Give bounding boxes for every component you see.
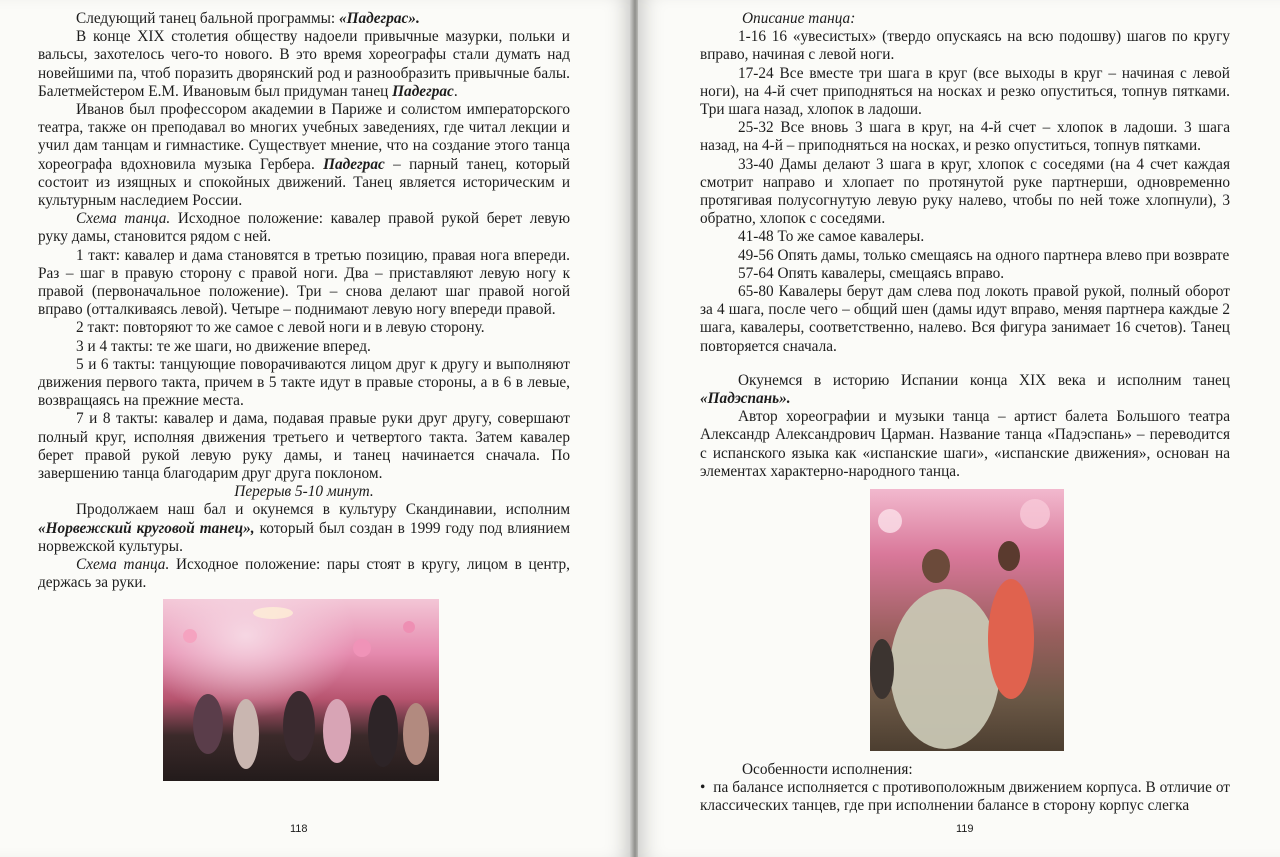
paragraph: 57-64 Опять кавалеры, смещаясь вправо. <box>738 264 1005 282</box>
left-page <box>0 0 632 857</box>
paragraph: 65-80 Кавалеры берут дам слева под локоть правой рукой, полный оборот за 4 шага, после чего – общий шен (дамы идут вправо, меняя партнера каждые 2 шага, кавалеры, соответственно, налево. Вся фигура занимает 16 счетов). Танец повторяется сначала. <box>700 283 1230 355</box>
paragraph: Продолжаем наш бал и окунемся в культуру Скандинавии, исполним «Норвежский круговой танец», который был создан в 1999 году под влиянием норвежской культуры. <box>38 501 571 555</box>
dancers-photo <box>870 489 1064 751</box>
right-page <box>638 0 1280 857</box>
bullet-icon: • <box>700 779 714 797</box>
paragraph: Следующий танец бальной программы: «Падеграс». <box>76 10 420 27</box>
page-number: 118 <box>290 823 308 835</box>
paragraph: Схема танца. Исходное положение: кавалер правой рукой берет левую руку дамы, становится рядом с ней. <box>38 210 571 246</box>
paragraph: 17-24 Все вместе три шага в круг (все выходы в круг – начиная с левой ноги), на 4-й счет приподняться на носках и резко опуститься, топнув пятками. Три шага назад, хлопок в ладоши. <box>700 64 1230 119</box>
paragraph: 1 такт: кавалер и дама становятся в третью позицию, правая нога впереди. Раз – шаг в правую сторону с правой ноги. Два – приставляют левую ногу к правой (первоначальное положение). Три – снова делают шаг правой ногой вправо (отталкиваясь левой). Четыре – поднимают левую ногу впереди правой. <box>38 246 570 319</box>
paragraph: 1-16 16 «увесистых» (твердо опускаясь на всю подошву) шагов по кругу вправо, начиная с левой ноги. <box>700 28 1230 64</box>
section-title: Описание танца: <box>742 10 856 27</box>
page-number: 119 <box>956 823 974 835</box>
features-heading: Особенности исполнения: <box>742 761 913 779</box>
paragraph: 2 такт: повторяют то же самое с левой ноги и в левую сторону. <box>76 319 485 337</box>
paragraph: Схема танца. Исходное положение: пары стоят в кругу, лицом в центр, держась за руки. <box>38 556 570 592</box>
paragraph: 7 и 8 такты: кавалер и дама, подавая правые руки друг другу, совершают полный круг, исполняя движения третьего и четвертого такта. Затем кавалер берет правой рукой левую руку дамы, и танец начинается сначала. По завершению танца благодарим друг друга поклоном. <box>38 410 570 483</box>
paragraph: 25-32 Все вновь 3 шага в круг, на 4-й счет – хлопок в ладоши. 3 шага назад, на 4-й – приподняться на носках, и резко опуститься, топнув пятками. <box>700 119 1230 155</box>
paragraph: 49-56 Опять дамы, только смещаясь на одного партнера влево при возврате <box>738 246 1230 264</box>
break-heading: Перерыв 5-10 минут. <box>234 483 374 501</box>
paragraph: 33-40 Дамы делают 3 шага в круг, хлопок с соседями (на 4 счет каждая смотрит направо и хлопает по протянутой руке партнерши, одновременно протягивая полусогнутую левую руку налево, чтобы по ней тоже хлопнули), 3 обратно, хлопок с соседями. <box>700 155 1230 228</box>
ballroom-photo <box>163 599 439 781</box>
paragraph: В конце XIX столетия обществу надоели привычные мазурки, польки и вальсы, захотелось чего-то нового. В это время хореографы стали думать над новейшими па, чтоб поразить дворянский род и разнообразить привычные балы. Балетмейстером Е.М. Ивановым был придуман танец Падеграс. <box>38 28 570 100</box>
paragraph: Иванов был профессором академии в Париже и солистом императорского театра, также он преподавал во многих учебных заведениях, где читал лекции и учил дам танцам и гимнастике. Существует мнение, что на создание этого танца хореографа вдохновила музыка Гербера. Падеграс – парный танец, который состоит из изящных и спокойных движений. Танец является историческим и культурным наследием России. <box>38 101 570 210</box>
bullet-item: • па балансе исполняется с противоположным движением корпуса. В отличие от классических танцев, где при исполнении балансе в сторону корпус слегка <box>700 779 1230 815</box>
paragraph: 3 и 4 такты: те же шаги, но движение вперед. <box>76 337 371 355</box>
paragraph: Автор хореографии и музыки танца – артист балета Большого театра Александр Александрович Царман. Название танца «Падэспань» – переводится с испанского языка как «испанские шаги», «испанские движения», основан на элементах характерно-народного танца. <box>700 408 1230 480</box>
paragraph: 5 и 6 такты: танцующие поворачиваются лицом друг к другу и выполняют движения первого такта, причем в 5 такте идут в правые стороны, а в 6 в левые, возвращаясь на прежние места. <box>38 355 570 410</box>
paragraph: Окунемся в историю Испании конца XIX века и исполним танец «Падэспань». <box>700 371 1230 408</box>
paragraph: 41-48 То же самое кавалеры. <box>738 228 925 246</box>
